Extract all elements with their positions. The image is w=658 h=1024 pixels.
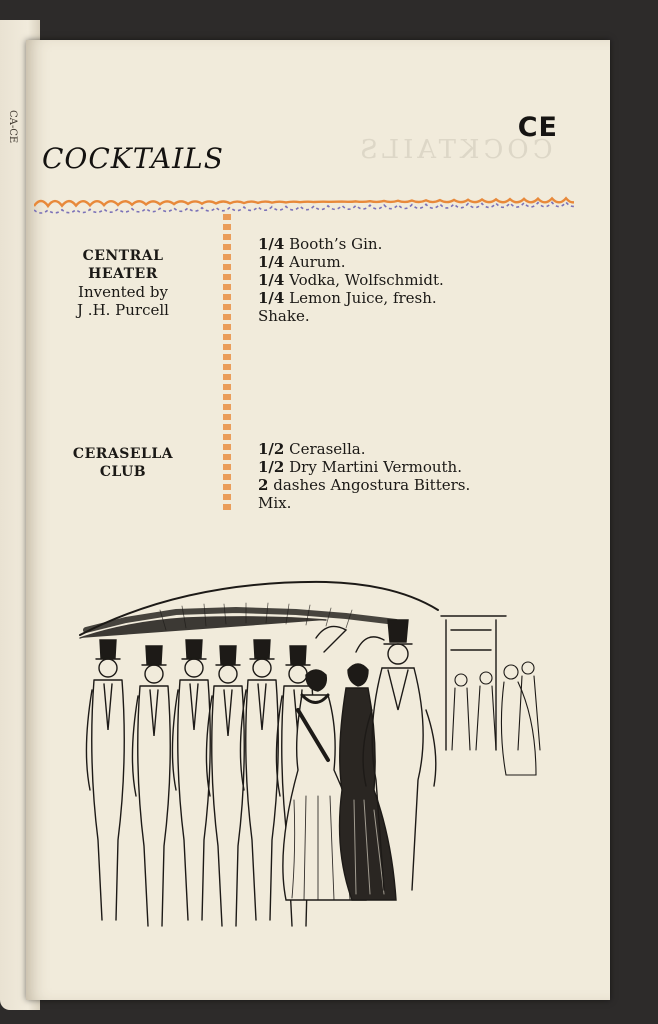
page-title: COCKTAILS [42, 142, 224, 175]
recipe-credit-line: Invented by [78, 283, 168, 301]
dotted-column-divider [221, 210, 233, 510]
ingredient-line: 1/4 Aurum. [258, 253, 346, 271]
bleed-through-text: COCKTAILS [356, 135, 553, 165]
method-line: Shake. [258, 307, 310, 325]
recipe-name-cerasella-club [48, 445, 198, 481]
ingredient-line: 1/4 Booth’s Gin. [258, 235, 383, 253]
book-page [26, 40, 610, 1000]
recipe-title-line: HEATER [88, 266, 158, 282]
ingredient-line: 1/2 Cerasella. [258, 440, 366, 458]
facing-page-header: CA-CE [7, 110, 18, 144]
ingredient-line: 1/4 Vodka, Wolfschmidt. [258, 271, 444, 289]
recipe-title-line: CENTRAL [82, 248, 164, 264]
recipe-title-line: CERASELLA [72, 446, 174, 462]
method-line: Mix. [258, 494, 292, 512]
recipe-title-line: CLUB [99, 464, 147, 480]
section-code: CE [517, 112, 558, 143]
recipe-credit-line: J .H. Purcell [77, 301, 169, 319]
ingredients-cerasella-club [258, 440, 470, 512]
decorative-wave-border [34, 190, 574, 216]
ingredients-central-heater [258, 235, 444, 325]
ingredient-line: 1/4 Lemon Juice, fresh. [258, 289, 437, 307]
ingredient-line: 1/2 Dry Martini Vermouth. [258, 458, 462, 476]
recipe-name-central-heater [48, 247, 198, 319]
victorian-ballroom-illustration [66, 560, 546, 940]
ingredient-line: 2 dashes Angostura Bitters. [258, 476, 471, 494]
